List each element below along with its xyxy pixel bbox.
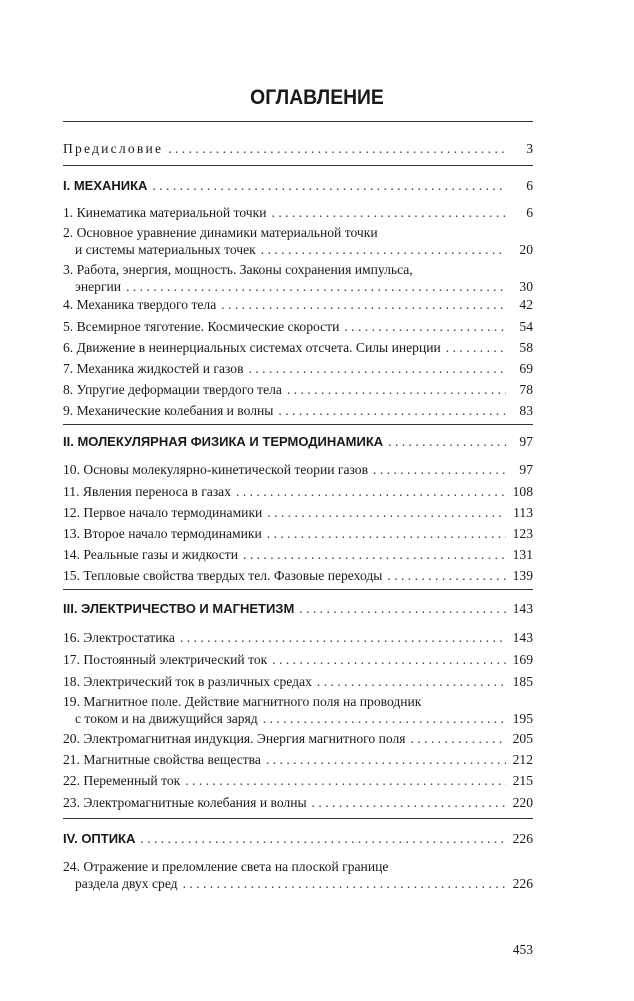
toc-entry-text-cont: и системы материальных точек — [75, 242, 256, 257]
toc-entry-preface[interactable] — [63, 140, 533, 157]
toc-entry[interactable] — [63, 794, 533, 811]
dot-leader — [152, 177, 506, 194]
toc-entry[interactable] — [63, 751, 533, 768]
toc-entry-text: 1. Кинематика материальной точки — [63, 205, 267, 220]
toc-entry-page: 205 — [512, 731, 533, 746]
toc-entry-text: 11. Явления переноса в газах — [63, 484, 232, 499]
toc-entry-page: 139 — [512, 568, 533, 583]
toc-entry[interactable] — [63, 673, 533, 690]
dot-leader — [236, 483, 506, 500]
toc-entry-text-cont: энергии — [75, 279, 122, 294]
toc-entry-text: 22. Переменный ток — [63, 773, 181, 788]
toc-entry-text: Предисловие — [63, 141, 164, 156]
toc-entry-text: 21. Магнитные свойства вещества — [63, 752, 261, 767]
section-page: 97 — [519, 434, 533, 449]
toc-entry-page: 195 — [512, 711, 533, 726]
toc-entry-text: 14. Реальные газы и жидкости — [63, 547, 239, 562]
title-rule — [63, 121, 533, 122]
dot-leader — [266, 751, 506, 768]
toc-entry-page: 58 — [519, 340, 533, 355]
dot-leader — [267, 504, 506, 521]
toc-entry[interactable] — [63, 504, 533, 521]
toc-entry-page: 6 — [526, 205, 533, 220]
toc-entry-text-cont: раздела двух сред — [75, 876, 178, 891]
page-number: 453 — [512, 942, 533, 957]
toc-entry-text: 20. Электромагнитная индукция. Энергия магнитного поля — [63, 731, 406, 746]
toc-entry-text: 23. Электромагнитные колебания и волны — [63, 795, 307, 810]
dot-leader — [387, 567, 506, 584]
toc-entry-text-cont: с током и на движущийся заряд — [75, 711, 258, 726]
dot-leader — [287, 381, 506, 398]
toc-entry[interactable] — [63, 318, 533, 335]
toc-entry[interactable] — [63, 858, 533, 892]
page-title: ОГЛАВЛЕНИЕ — [250, 86, 384, 109]
dot-leader — [261, 241, 506, 258]
section-divider — [63, 424, 533, 425]
toc-entry-text: 3. Работа, энергия, мощность. Законы сохранения импульса, — [63, 262, 413, 277]
toc-entry[interactable] — [63, 693, 533, 727]
dot-leader — [140, 830, 506, 847]
dot-leader — [267, 525, 506, 542]
section-divider — [63, 165, 533, 166]
dot-leader — [299, 600, 506, 617]
toc-entry-page: 226 — [512, 876, 533, 891]
toc-entry-text: 8. Упругие деформации твердого тела — [63, 382, 282, 397]
toc-entry-text: 7. Механика жидкостей и газов — [63, 361, 244, 376]
section-page: 226 — [512, 831, 533, 846]
toc-entry-page: 113 — [513, 505, 533, 520]
dot-leader — [185, 772, 506, 789]
toc-entry-page: 143 — [512, 630, 533, 645]
dot-leader — [249, 360, 507, 377]
dot-leader — [388, 433, 506, 450]
section-title: III. ЭЛЕКТРИЧЕСТВО И МАГНЕТИЗМ — [63, 601, 295, 616]
toc-entry-text: 10. Основы молекулярно-кинетической теории газов — [63, 462, 369, 477]
dot-leader — [411, 730, 506, 747]
dot-leader — [183, 875, 506, 892]
toc-entry[interactable] — [63, 261, 533, 295]
toc-section-molecular[interactable] — [63, 433, 533, 450]
dot-leader — [272, 204, 506, 221]
toc-entry[interactable] — [63, 546, 533, 563]
dot-leader — [243, 546, 506, 563]
toc-entry[interactable] — [63, 772, 533, 789]
toc-entry-text: 9. Механические колебания и волны — [63, 403, 274, 418]
toc-entry[interactable] — [63, 525, 533, 542]
toc-entry-text: 13. Второе начало термодинамики — [63, 526, 262, 541]
toc-entry-page: 169 — [512, 652, 533, 667]
dot-leader — [263, 710, 506, 727]
toc-entry-page: 215 — [512, 773, 533, 788]
toc-entry[interactable] — [63, 339, 533, 356]
toc-entry-page: 54 — [519, 319, 533, 334]
toc-entry-text: 12. Первое начало термодинамики — [63, 505, 263, 520]
toc-entry-page: 220 — [512, 795, 533, 810]
section-divider — [63, 818, 533, 819]
toc-entry-page: 42 — [519, 297, 533, 312]
toc-entry[interactable] — [63, 204, 533, 221]
toc-entry-text: 15. Тепловые свойства твердых тел. Фазовые переходы — [63, 568, 383, 583]
dot-leader — [126, 278, 506, 295]
toc-entry-page: 78 — [519, 382, 533, 397]
toc-entry-text: 24. Отражение и преломление света на плоской границе — [63, 859, 389, 874]
toc-entry-page: 83 — [519, 403, 533, 418]
dot-leader — [446, 339, 506, 356]
toc-entry-page: 108 — [512, 484, 533, 499]
toc-entry[interactable] — [63, 567, 533, 584]
dot-leader — [168, 140, 506, 157]
section-title: I. МЕХАНИКА — [63, 178, 148, 193]
toc-entry-text: 4. Механика твердого тела — [63, 297, 217, 312]
dot-leader — [180, 629, 506, 646]
section-page: 143 — [512, 601, 533, 616]
toc-entry[interactable] — [63, 381, 533, 398]
toc-entry-page: 3 — [526, 141, 533, 156]
toc-entry[interactable] — [63, 461, 533, 478]
dot-leader — [344, 318, 506, 335]
toc-entry[interactable] — [63, 483, 533, 500]
toc-section-optics[interactable] — [63, 830, 533, 847]
toc-entry[interactable] — [63, 296, 533, 313]
toc-entry-page: 212 — [512, 752, 533, 767]
toc-entry[interactable] — [63, 651, 533, 668]
toc-entry-page: 185 — [512, 674, 533, 689]
toc-entry-text: 18. Электрический ток в различных средах — [63, 674, 312, 689]
toc-entry-text: 2. Основное уравнение динамики материальной точки — [63, 225, 378, 240]
section-title: II. МОЛЕКУЛЯРНАЯ ФИЗИКА И ТЕРМОДИНАМИКА — [63, 434, 384, 449]
dot-leader — [272, 651, 506, 668]
dot-leader — [312, 794, 506, 811]
dot-leader — [278, 402, 506, 419]
toc-entry[interactable] — [63, 224, 533, 258]
toc-entry[interactable] — [63, 360, 533, 377]
toc-entry-page: 123 — [512, 526, 533, 541]
toc-entry-page: 30 — [519, 279, 533, 294]
dot-leader — [317, 673, 506, 690]
toc-entry-page: 20 — [519, 242, 533, 257]
toc-entry-page: 131 — [512, 547, 533, 562]
section-page: 6 — [526, 178, 533, 193]
toc-entry-text: 6. Движение в неинерциальных системах отсчета. Силы инерции — [63, 340, 441, 355]
toc-section-mechanics[interactable] — [63, 177, 533, 194]
toc-entry[interactable] — [63, 730, 533, 747]
toc-entry-text: 17. Постоянный электрический ток — [63, 652, 268, 667]
section-title: IV. ОПТИКА — [63, 831, 136, 846]
toc-entry-text: 16. Электростатика — [63, 630, 175, 645]
toc-entry-text: 19. Магнитное поле. Действие магнитного поля на проводник — [63, 694, 422, 709]
toc-entry-text: 5. Всемирное тяготение. Космические скорости — [63, 319, 340, 334]
dot-leader — [373, 461, 506, 478]
toc-entry-page: 69 — [519, 361, 533, 376]
toc-section-electricity[interactable] — [63, 600, 533, 617]
toc-entry[interactable] — [63, 629, 533, 646]
section-divider — [63, 589, 533, 590]
toc-entry[interactable] — [63, 402, 533, 419]
dot-leader — [221, 296, 506, 313]
toc-entry-page: 97 — [519, 462, 533, 477]
